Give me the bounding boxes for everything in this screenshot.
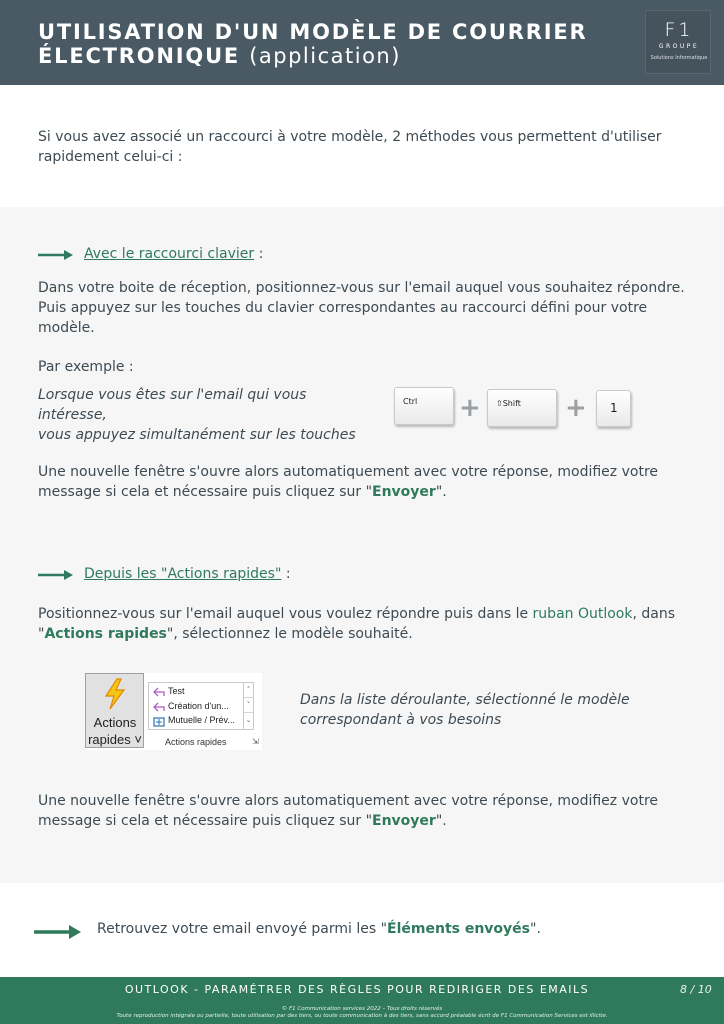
company-logo (645, 10, 711, 74)
example-text (38, 385, 378, 445)
final-note-end: ". (530, 921, 541, 937)
logo-text: F1 (664, 19, 694, 41)
expand-list-icon[interactable]: ⌄ (245, 716, 252, 724)
final-note (97, 919, 697, 939)
arrow-right-icon (38, 249, 74, 261)
page-title-suffix: (application) (249, 44, 401, 68)
ribbon-caption (300, 690, 660, 730)
plus-icon: + (459, 393, 481, 423)
section1-conclusion (38, 462, 698, 502)
page-number: 8 / 10 (680, 983, 712, 996)
footer-legal: Toute reproduction intégrale ou partielle, toute utilisation par des tiers, ou toute communication à des tiers, sans accord préalable écrit de F1 Communication Services est illicite. (116, 1013, 608, 1019)
section2-conclusion (38, 791, 698, 831)
send-label: Envoyer (372, 484, 436, 500)
quick-action-item-label: Test (168, 686, 185, 696)
key-one (596, 390, 631, 427)
section2-title-suffix: : (281, 566, 291, 582)
key-ctrl (394, 387, 454, 425)
section2-title: Depuis les "Actions rapides" (84, 566, 282, 582)
quick-actions-label: Actions rapides (44, 626, 167, 642)
key-one-label: 1 (610, 401, 618, 415)
quick-action-item-label: Mutuelle / Prév... (168, 715, 235, 725)
quick-action-item-label: Création d'un... (168, 701, 229, 711)
section2-heading (84, 564, 291, 584)
section1-conclusion-end: ". (435, 484, 447, 500)
logo-subtitle: Solutions Informatique (650, 55, 708, 61)
quick-actions-group-label: Actions rapides (165, 737, 227, 747)
key-shift (487, 389, 557, 427)
lightning-icon (102, 678, 128, 710)
quick-actions-list[interactable] (148, 682, 254, 730)
scroll-down-icon[interactable]: ˅ (244, 698, 253, 713)
section1-title: Avec le raccourci clavier (84, 246, 255, 262)
quick-actions-button-line1: Actions (93, 715, 137, 730)
reply-icon (153, 687, 165, 697)
final-note-start: Retrouvez votre email envoyé parmi les " (97, 921, 388, 937)
section2-paragraph (38, 604, 698, 644)
page-title (38, 20, 587, 68)
section1-heading (84, 244, 263, 264)
send-label: Envoyer (372, 813, 436, 829)
ribbon-caption-line1: Dans la liste déroulante, sélectionné le modèle (300, 692, 630, 708)
example-line1: Lorsque vous êtes sur l'email qui vous intéresse, (38, 387, 307, 423)
section1-conclusion-start: Une nouvelle fenêtre s'ouvre alors automatiquement avec votre réponse, modifiez votre message si cela et nécessaire puis cliquez sur " (38, 464, 658, 500)
footer-title: OUTLOOK - PARAMÉTRER DES RÈGLES POUR REDIRIGER DES EMAILS (124, 983, 590, 996)
section2-p1-end: ", sélectionnez le modèle souhaité. (166, 626, 413, 642)
footer-copyright: © F1 Communication services 2022 – Tous droits réservés (281, 1006, 443, 1012)
arrow-right-icon (34, 924, 82, 940)
intro-text: Si vous avez associé un raccourci à votre modèle, 2 méthodes vous permettent d'utiliser rapidement celui-ci : (38, 129, 662, 165)
list-scrollbar[interactable] (243, 683, 253, 729)
dialog-launcher-icon[interactable]: ⇲ (252, 737, 259, 746)
ribbon-caption-line2: correspondant à vos besoins (300, 712, 502, 728)
quick-actions-button-line2: rapides ˅ (88, 732, 142, 747)
new-message-icon (153, 716, 165, 727)
key-shift-label: ⇧Shift (496, 399, 521, 408)
example-line2: vous appuyez simultanément sur les touches (38, 427, 356, 443)
arrow-right-icon (38, 569, 74, 581)
section2-conclusion-start: Une nouvelle fenêtre s'ouvre alors automatiquement avec votre réponse, modifiez votre message si cela et nécessaire puis cliquez sur " (38, 793, 658, 829)
scroll-up-icon[interactable]: ˄ (244, 683, 253, 698)
section2-conclusion-end: ". (435, 813, 447, 829)
quick-actions-ribbon (85, 673, 262, 750)
section2-p1-mid: , dans " (38, 606, 676, 642)
reply-icon (153, 702, 165, 712)
key-ctrl-label: Ctrl (403, 397, 418, 406)
ribbon-outlook-label: ruban Outlook (532, 606, 633, 622)
section1-title-suffix: : (254, 246, 264, 262)
sent-items-label: Éléments envoyés (387, 921, 530, 937)
section2-p1-start: Positionnez-vous sur l'email auquel vous voulez répondre puis dans le (38, 606, 533, 622)
page-title-line2: ÉLECTRONIQUE (38, 44, 241, 68)
page-title-line1: UTILISATION D'UN MODÈLE DE COURRIER (38, 20, 588, 44)
logo-groupe: GROUPE (658, 43, 700, 50)
section1-paragraph: Dans votre boite de réception, positionnez-vous sur l'email auquel vous souhaitez répondre. Puis appuyez sur les touches du clavier correspondantes au raccourci défini pour votre modèle. (38, 280, 685, 336)
plus-icon: + (565, 393, 587, 423)
example-label: Par exemple : (38, 359, 134, 375)
quick-actions-button[interactable] (85, 673, 144, 748)
